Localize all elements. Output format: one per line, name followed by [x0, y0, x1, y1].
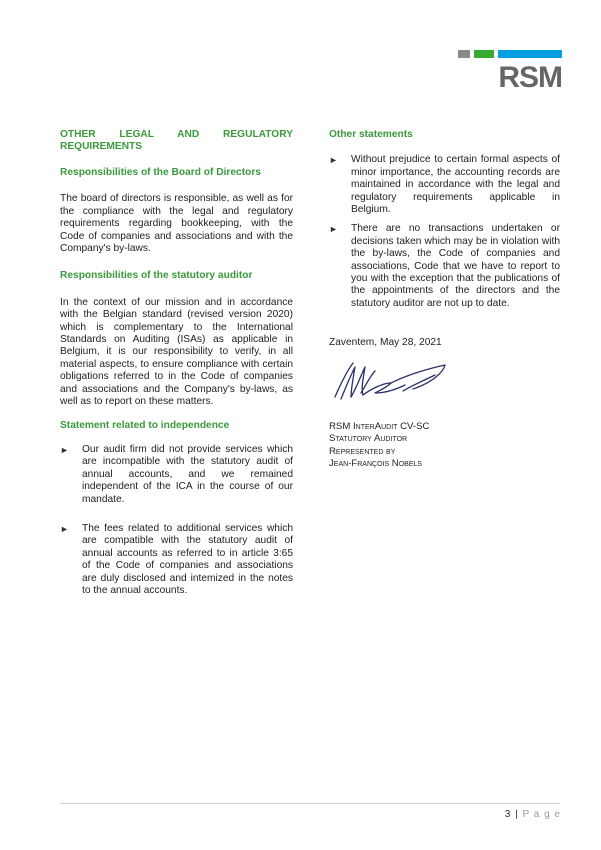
left-column — [60, 129, 293, 597]
logo-bars — [458, 50, 562, 58]
list-item — [60, 444, 293, 506]
triangle-bullet-icon: ► — [60, 523, 69, 534]
subheading-other-statements: Other statements — [329, 129, 413, 140]
list-item — [329, 223, 560, 310]
right-column — [329, 129, 560, 350]
list-item — [60, 523, 293, 597]
triangle-bullet-icon: ► — [60, 444, 69, 455]
place-date: Zaventem, May 28, 2021 — [329, 337, 442, 349]
signatory-name: Jean-François Nobels — [329, 457, 423, 469]
logo-bar-green — [474, 50, 494, 58]
signatory-firm — [329, 421, 429, 433]
triangle-bullet-icon: ► — [329, 155, 338, 166]
section-heading-cont: REQUIREMENTS — [60, 140, 143, 152]
bullet-text: The fees related to additional services which are compatible with the statutory audit of annual accounts as referred to in article 3:65 of the Code of companies and associations are duly disclosed and intemized in the notes to the annual accounts. — [82, 522, 293, 596]
bullet-text: Our audit firm did not provide services which are incompatible with the statutory audit of annual accounts, and we remained independent of the ICA in the course of our mandate. — [82, 443, 293, 505]
firm-prefix: RSM — [329, 421, 353, 432]
subheading-board: Responsibilities of the Board of Directors — [60, 167, 261, 178]
signatory-block — [329, 421, 429, 470]
page-label: P a g e — [522, 809, 561, 820]
logo-bar-grey — [458, 50, 470, 58]
signatory-role: Statutory Auditor — [329, 433, 408, 445]
rsm-logo — [458, 50, 562, 94]
bullet-text: There are no transactions undertaken or decisions taken which may be in violation with the by-laws, the Code of companies and associations, Code that we have to report to you with the exception that the publications of the appointments of the directors and the statutory auditor are not up to date. — [351, 223, 560, 309]
paragraph-auditor: In the context of our mission and in accordance with the Belgian standard (revised version 2020) which is complementary to the International Standards on Auditing (ISAs) as applicable in Belgium, it is our responsibility to verify, in all material aspects, to ensure compliance with certain obligations referred to in the Code of companies and associations and the Company's by-laws, as well as to report on these matters. — [60, 296, 293, 408]
subheading-auditor: Responsibilities of the statutory auditor — [60, 270, 253, 282]
bullet-text: Without prejudice to certain formal aspects of minor importance, the accounting records are maintained in accordance with the legal and regulatory requirements applicable in Belgium. — [351, 154, 560, 216]
page-number — [505, 809, 561, 820]
list-item — [329, 154, 560, 216]
section-heading: OTHER LEGAL AND REGULATORY — [60, 129, 293, 140]
footer-divider — [60, 803, 560, 804]
triangle-bullet-icon: ► — [329, 224, 338, 235]
firm-name: InterAudit CV-SC — [352, 421, 430, 432]
handwritten-signature — [331, 353, 451, 413]
page-number-value: 3 — [504, 809, 512, 820]
logo-bar-blue — [498, 50, 562, 58]
paragraph-board: The board of directors is responsible, as well as for the compliance with the legal and regulatory requirements regarding bookkeeping, with the Code of companies and associations and with the Company's by-laws. — [60, 193, 293, 255]
logo-wordmark: RSM — [498, 61, 562, 94]
subheading-independence: Statement related to independence — [60, 419, 230, 431]
signatory-represented: Represented by — [329, 445, 396, 457]
page-separator: | — [511, 809, 523, 820]
